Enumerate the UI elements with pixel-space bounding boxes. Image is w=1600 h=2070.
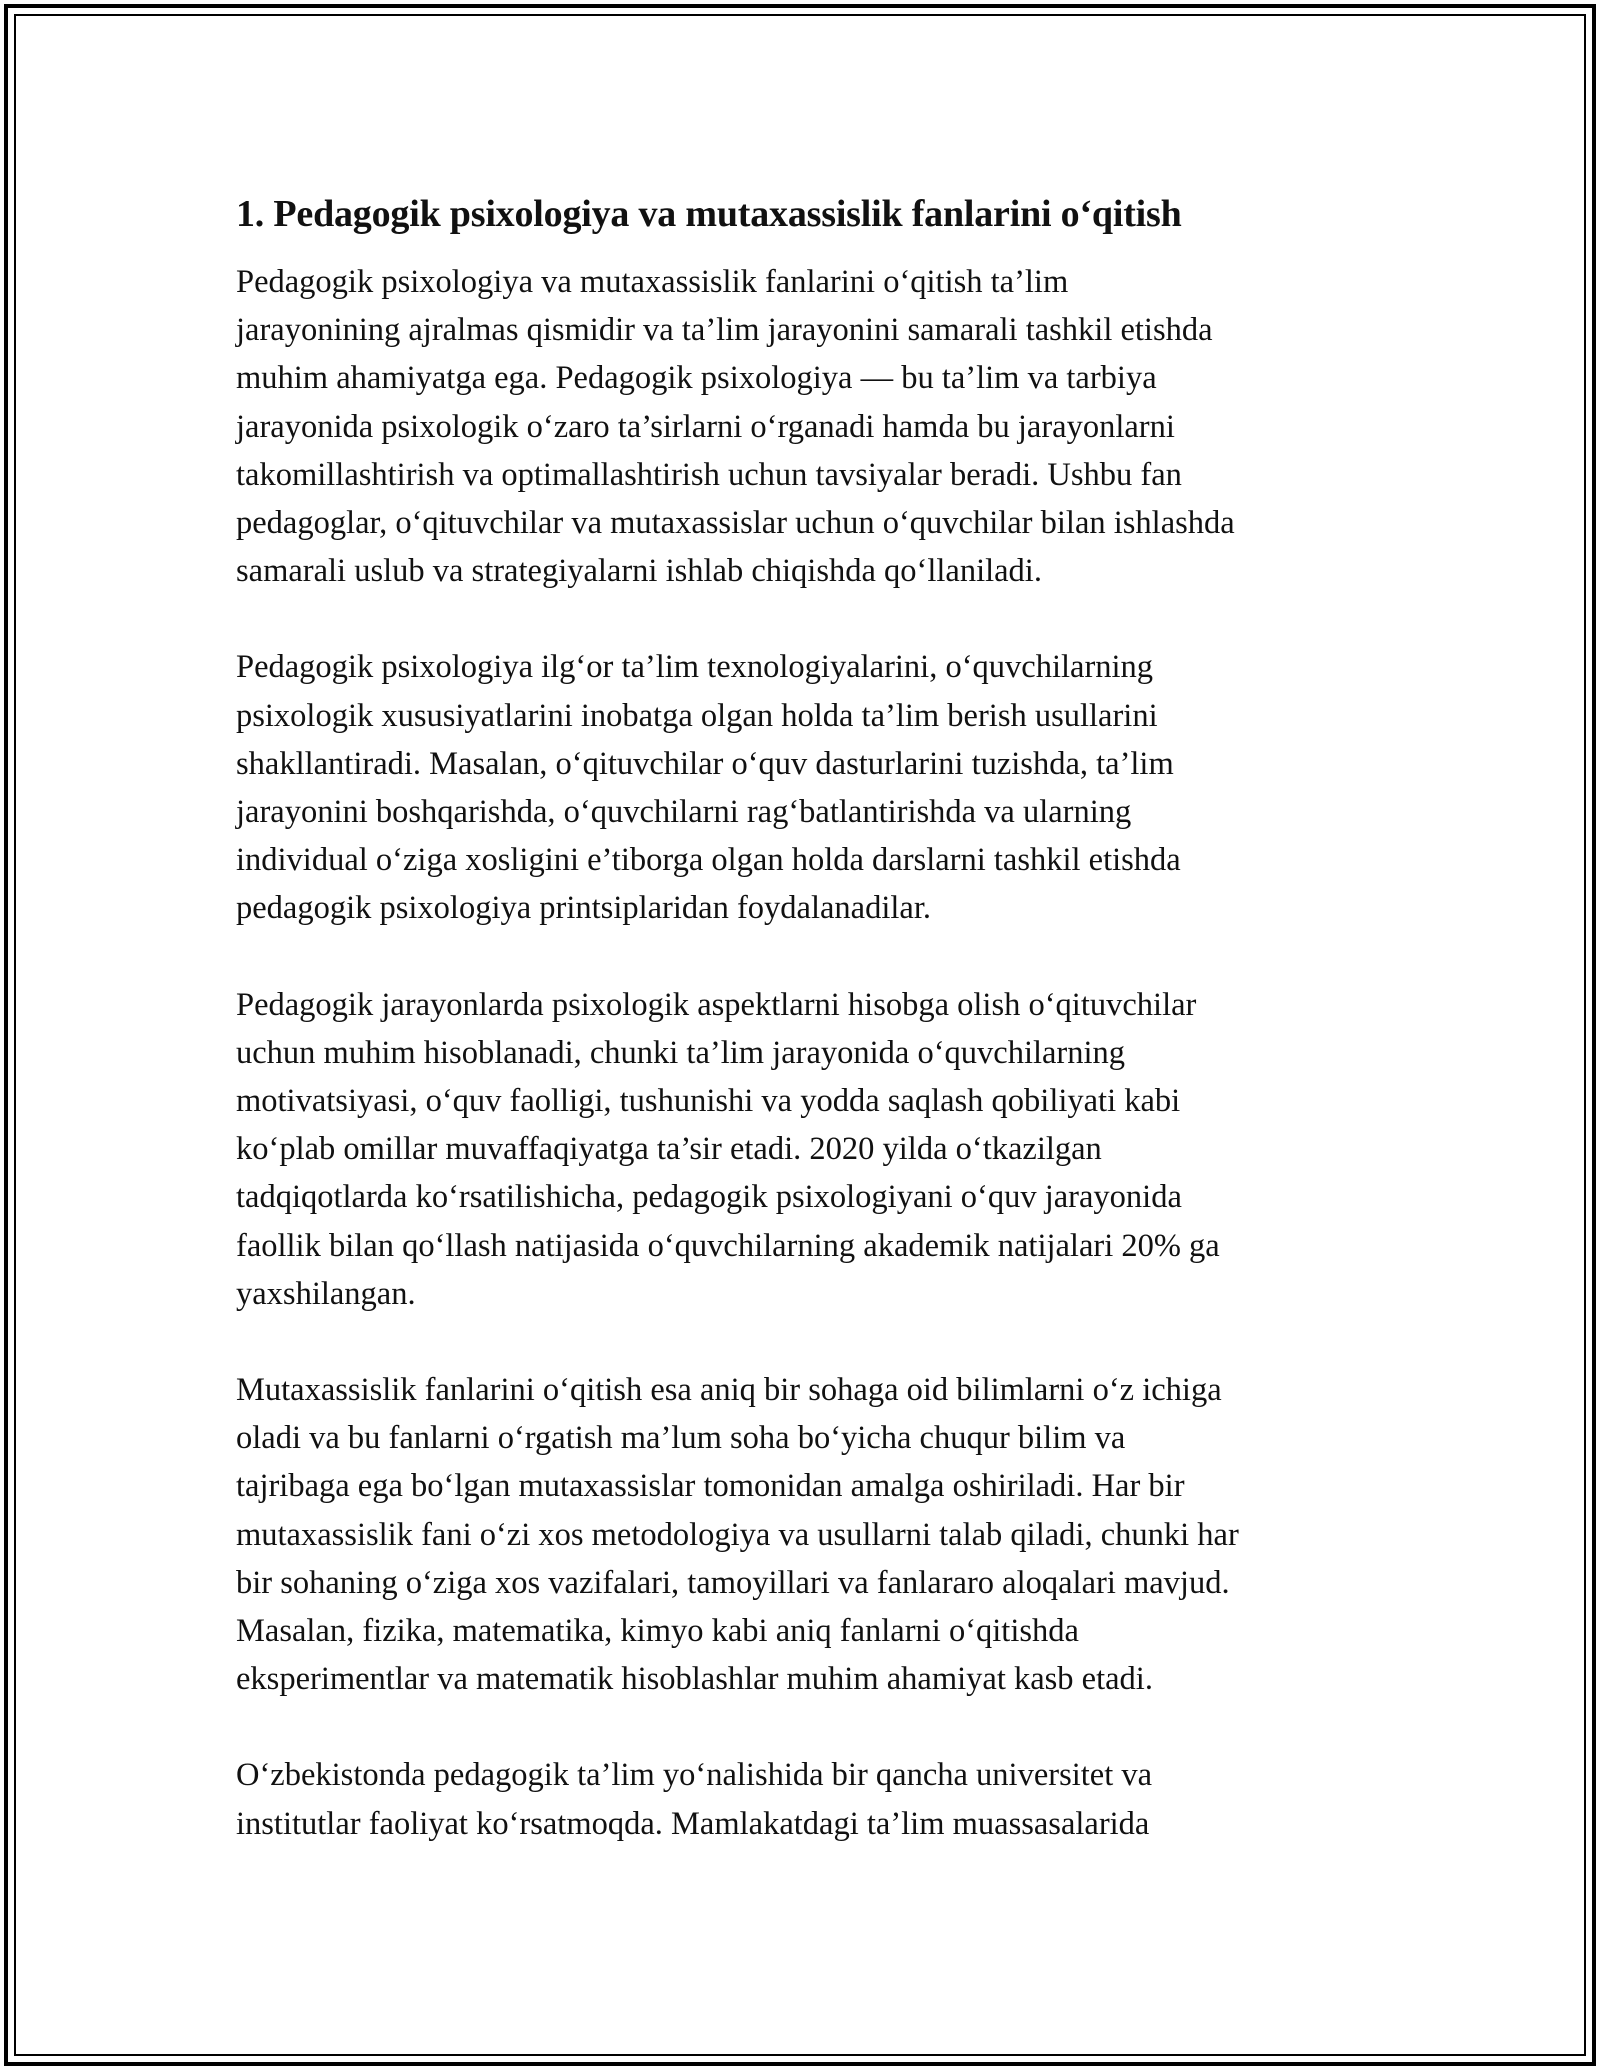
document-body xyxy=(236,188,1376,1848)
text-line: muhim ahamiyatga ega. Pedagogik psixologiya — bu ta’lim va tarbiya xyxy=(236,360,1157,397)
text-line: Masalan, fizika, matematika, kimyo kabi aniq fanlarni o‘qitishda xyxy=(236,1613,1079,1650)
text-line: Pedagogik psixologiya ilg‘or ta’lim texnologiyalarini, o‘quvchilarning xyxy=(236,649,1154,686)
text-line: tajribaga ega bo‘lgan mutaxassislar tomonidan amalga oshiriladi. Har bir xyxy=(236,1468,1185,1505)
text-line: mutaxassislik fani o‘zi xos metodologiya va usullarni talab qiladi, chunki har xyxy=(236,1516,1239,1553)
paragraph-2 xyxy=(236,643,1376,932)
text-line: eksperimentlar va matematik hisoblashlar muhim ahamiyat kasb etadi. xyxy=(236,1661,1153,1698)
paragraph-1 xyxy=(236,258,1376,595)
text-line: Mutaxassislik fanlarini o‘qitish esa aniq bir sohaga oid bilimlarni o‘z ichiga xyxy=(236,1372,1222,1409)
text-line: Pedagogik psixologiya va mutaxassislik fanlarini o‘qitish ta’lim xyxy=(236,264,1069,300)
text-line: samarali uslub va strategiyalarni ishlab chiqishda qo‘llaniladi. xyxy=(236,553,1042,590)
text-line: jarayonining ajralmas qismidir va ta’lim jarayonini samarali tashkil etishda xyxy=(236,312,1213,349)
text-line: institutlar faoliyat ko‘rsatmoqda. Mamlakatdagi ta’lim muassasalarida xyxy=(236,1805,1150,1842)
text-line: Pedagogik jarayonlarda psixologik aspektlarni hisobga olish o‘qituvchilar xyxy=(236,986,1197,1023)
text-line: shakllantiradi. Masalan, o‘qituvchilar o‘quv dasturlarini tuzishda, ta’lim xyxy=(236,745,1174,782)
paragraph-4 xyxy=(236,1366,1376,1703)
text-line: jarayonini boshqarishda, o‘quvchilarni rag‘batlantirishda va ularning xyxy=(236,794,1132,831)
text-line: yaxshilangan. xyxy=(236,1275,416,1312)
text-line: pedagogik psixologiya printsiplaridan foydalanadilar. xyxy=(236,890,931,927)
paragraph-5 xyxy=(236,1751,1376,1847)
text-line: faollik bilan qo‘llash natijasida o‘quvchilarning akademik natijalari 20% ga xyxy=(236,1227,1220,1264)
text-line: takomillashtirish va optimallashtirish uchun tavsiyalar beradi. Ushbu fan xyxy=(236,456,1182,493)
section-heading: 1. Pedagogik psixologiya va mutaxassislik fanlarini o‘qitish xyxy=(236,193,1182,235)
text-line: jarayonida psixologik o‘zaro ta’sirlarni o‘rganadi hamda bu jarayonlarni xyxy=(236,408,1175,445)
text-line: O‘zbekistonda pedagogik ta’lim yo‘nalishida bir qancha universitet va xyxy=(236,1757,1153,1794)
text-line: oladi va bu fanlarni o‘rgatish ma’lum soha bo‘yicha chuqur bilim va xyxy=(236,1420,1126,1457)
text-line: uchun muhim hisoblanadi, chunki ta’lim jarayonida o‘quvchilarning xyxy=(236,1034,1126,1071)
text-line: bir sohaning o‘ziga xos vazifalari, tamoyillari va fanlararo aloqalari mavjud. xyxy=(236,1564,1230,1601)
text-line: ko‘plab omillar muvaffaqiyatga ta’sir etadi. 2020 yilda o‘tkazilgan xyxy=(236,1131,1102,1168)
text-line: motivatsiyasi, o‘quv faolligi, tushunishi va yodda saqlash qobiliyati kabi xyxy=(236,1083,1181,1120)
text-line: pedagoglar, o‘qituvchilar va mutaxassislar uchun o‘quvchilar bilan ishlashda xyxy=(236,505,1235,542)
paragraph-3 xyxy=(236,981,1376,1318)
text-line: psixologik xususiyatlarini inobatga olgan holda ta’lim berish usullarini xyxy=(236,697,1158,734)
text-line: tadqiqotlarda ko‘rsatilishicha, pedagogik psixologiyani o‘quv jarayonida xyxy=(236,1179,1182,1216)
text-line: individual o‘ziga xosligini e’tiborga olgan holda darslarni tashkil etishda xyxy=(236,842,1181,879)
